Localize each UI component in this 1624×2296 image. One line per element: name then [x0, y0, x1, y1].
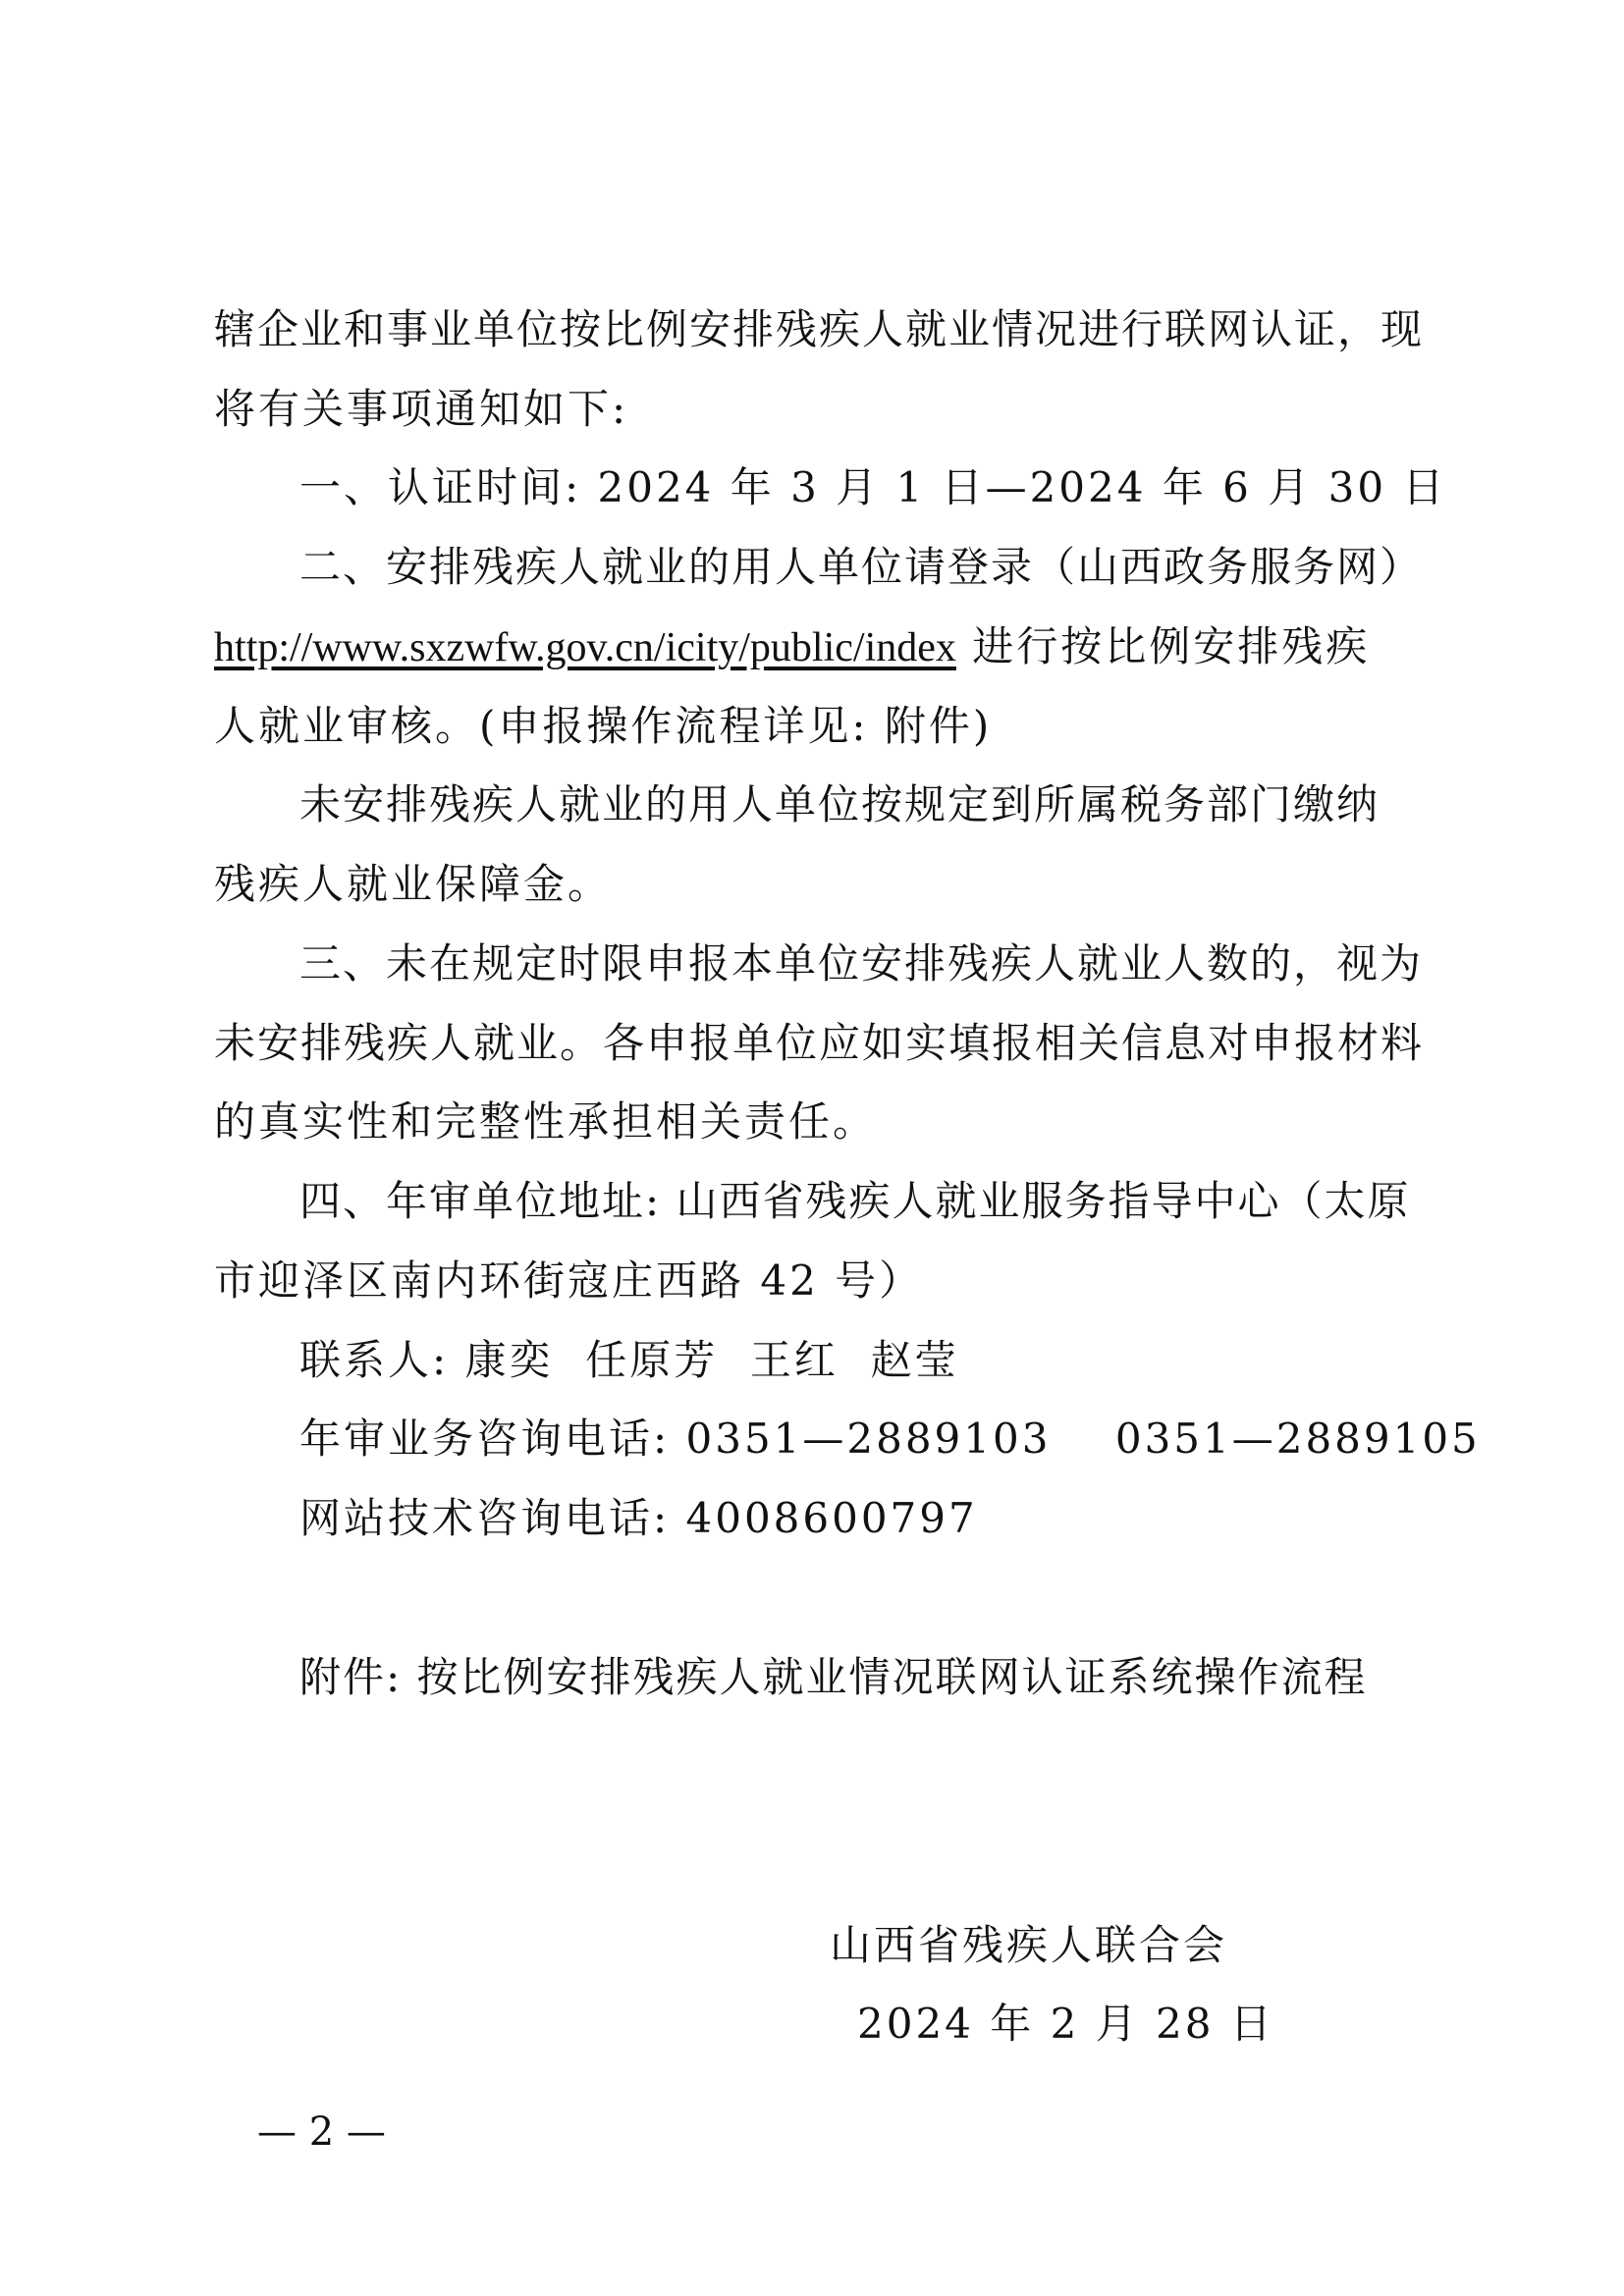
- body-line-2: 将有关事项通知如下:: [214, 385, 629, 433]
- tech-support-phone: 网站技术咨询电话: 4008600797: [299, 1494, 978, 1542]
- signature-org: 山西省残疾人联合会: [830, 1921, 1228, 1969]
- unpaid-para-line-1: 未安排残疾人就业的用人单位按规定到所属税务部门缴纳: [299, 780, 1380, 828]
- item-4-line-2: 市迎泽区南内环街寇庄西路 42 号）: [214, 1256, 924, 1305]
- contact-persons: 联系人: 康奕 任原芳 王红 赵莹: [299, 1336, 959, 1384]
- attachment-note: 附件: 按比例安排残疾人就业情况联网认证系统操作流程: [299, 1653, 1368, 1701]
- signature-date: 2024 年 2 月 28 日: [857, 2000, 1274, 2048]
- item-2-line-1: 二、安排残疾人就业的用人单位请登录（山西政务服务网）: [299, 543, 1424, 591]
- unpaid-para-line-2: 残疾人就业保障金。: [214, 860, 613, 908]
- item-3-line-2: 未安排残疾人就业。各申报单位应如实填报相关信息对申报材料: [214, 1019, 1425, 1067]
- business-phone: 年审业务咨询电话: 0351—2889103 0351—2889105: [299, 1415, 1481, 1463]
- body-line-1: 辖企业和事业单位按比例安排残疾人就业情况进行联网认证，现: [214, 305, 1425, 353]
- item-2-url-suffix: 进行按比例安排残疾: [955, 622, 1371, 670]
- item-3-line-3: 的真实性和完整性承担相关责任。: [214, 1097, 878, 1146]
- service-portal-link[interactable]: http://www.sxzwfw.gov.cn/icity/public/index: [214, 625, 956, 670]
- item-2-line-3: 人就业审核。(申报操作流程详见: 附件): [214, 702, 993, 750]
- page-number: — 2 —: [257, 2109, 386, 2155]
- item-1-auth-time: 一、认证时间: 2024 年 3 月 1 日—2024 年 6 月 30 日: [299, 463, 1447, 511]
- item-3-line-1: 三、未在规定时限申报本单位安排残疾人就业人数的，视为: [299, 939, 1424, 988]
- item-2-line-2: [214, 617, 1370, 677]
- item-4-line-1: 四、年审单位地址: 山西省残疾人就业服务指导中心（太原: [299, 1177, 1411, 1225]
